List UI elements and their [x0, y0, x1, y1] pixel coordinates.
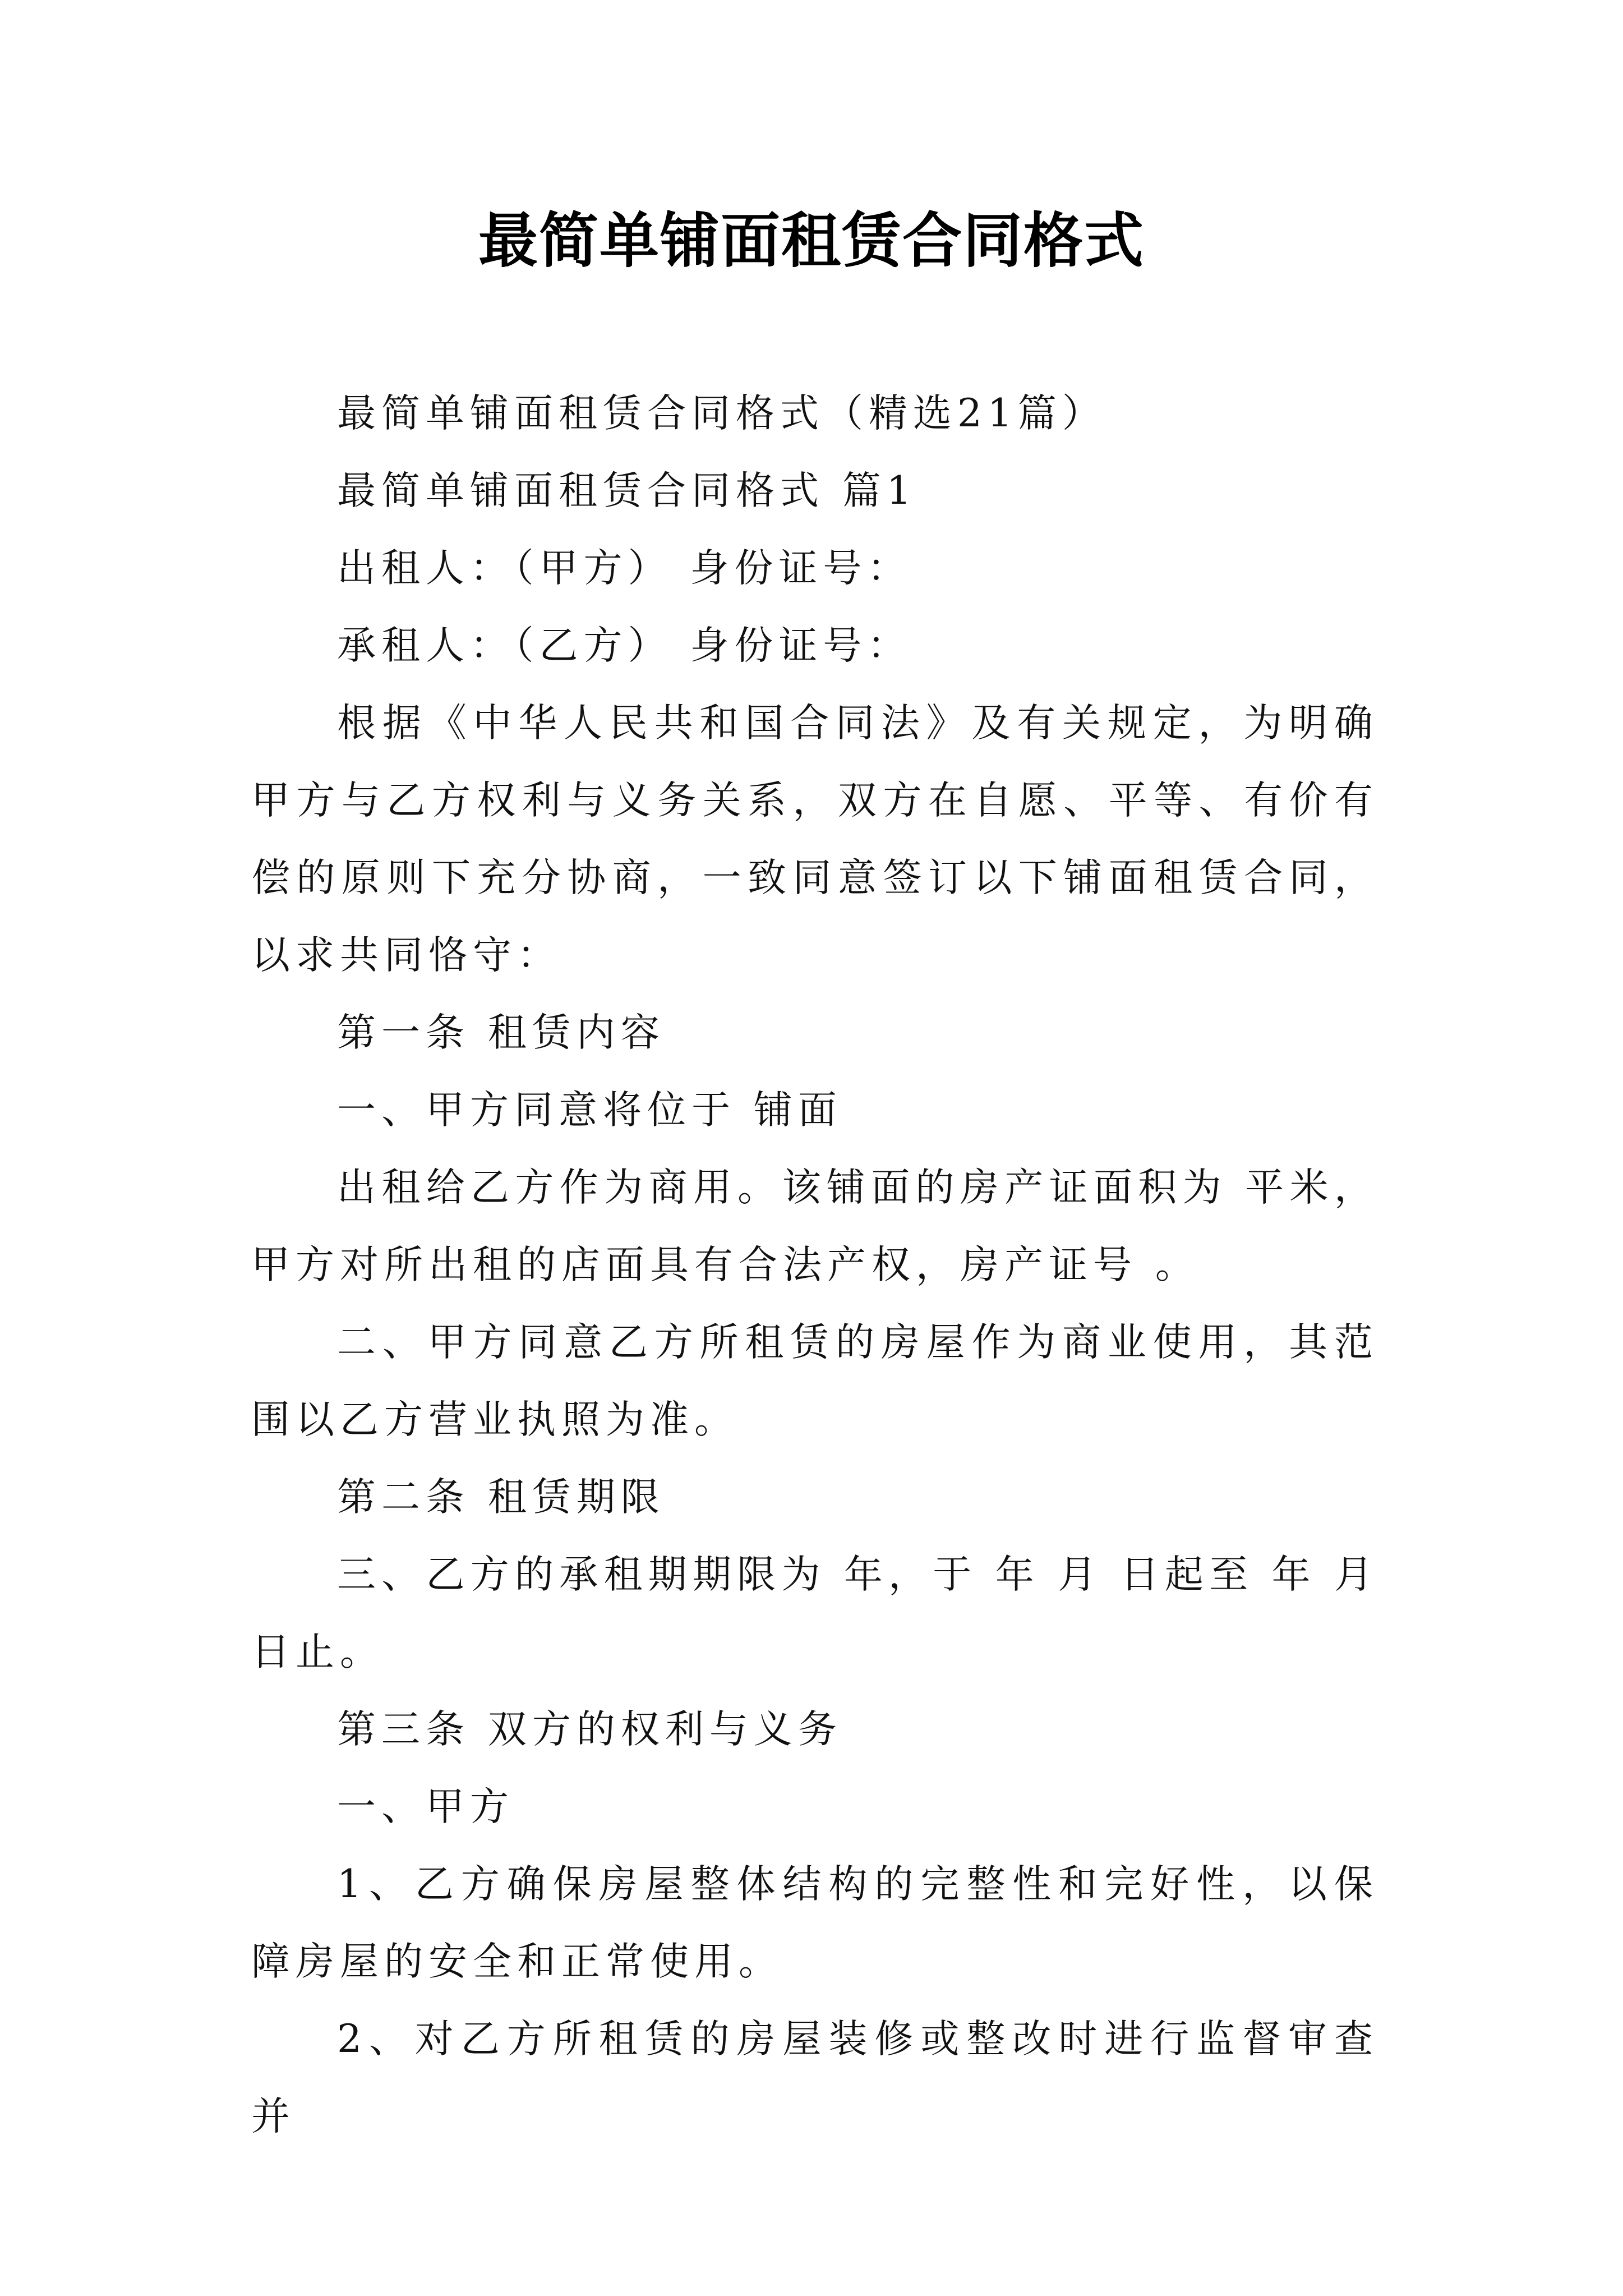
paragraph: 一、甲方同意将位于 铺面: [337, 1088, 842, 1133]
paragraph: 三、乙方的承租期期限为 年，于 年 月 日起至 年 月日止。: [251, 1552, 1378, 1674]
paragraph: 第三条 双方的权利与义务: [337, 1707, 842, 1752]
paragraph: 出租给乙方作为商用。该铺面的房产证面积为 平米，甲方对所出租的店面具有合法产权，房产证号 。: [251, 1165, 1378, 1287]
paragraph: 一、甲方: [337, 1784, 514, 1829]
document-body: [251, 375, 1378, 2155]
paragraph: 二、甲方同意乙方所租赁的房屋作为商业使用，其范围以乙方营业执照为准。: [251, 1320, 1378, 1442]
document-title: 最简单铺面租赁合同格式: [478, 206, 1145, 275]
paragraph: 根据《中华人民共和国合同法》及有关规定，为明确甲方与乙方权利与义务关系，双方在自愿、平等、有价有偿的原则下充分协商，一致同意签订以下铺面租赁合同，以求共同恪守：: [251, 701, 1378, 978]
paragraph: 1、乙方确保房屋整体结构的完整性和完好性，以保障房屋的安全和正常使用。: [251, 1862, 1378, 1984]
paragraph: 第一条 租赁内容: [337, 1010, 665, 1055]
paragraph: 2、对乙方所租赁的房屋装修或整改时进行监督审查并: [251, 2017, 1378, 2139]
paragraph: 最简单铺面租赁合同格式（精选21篇）: [337, 391, 1106, 436]
paragraph: 承租人：（乙方） 身份证号：: [337, 623, 912, 668]
paragraph: 第二条 租赁期限: [337, 1475, 665, 1520]
paragraph: 出租人：（甲方） 身份证号：: [337, 546, 912, 591]
paragraph: 最简单铺面租赁合同格式 篇1: [337, 468, 917, 513]
